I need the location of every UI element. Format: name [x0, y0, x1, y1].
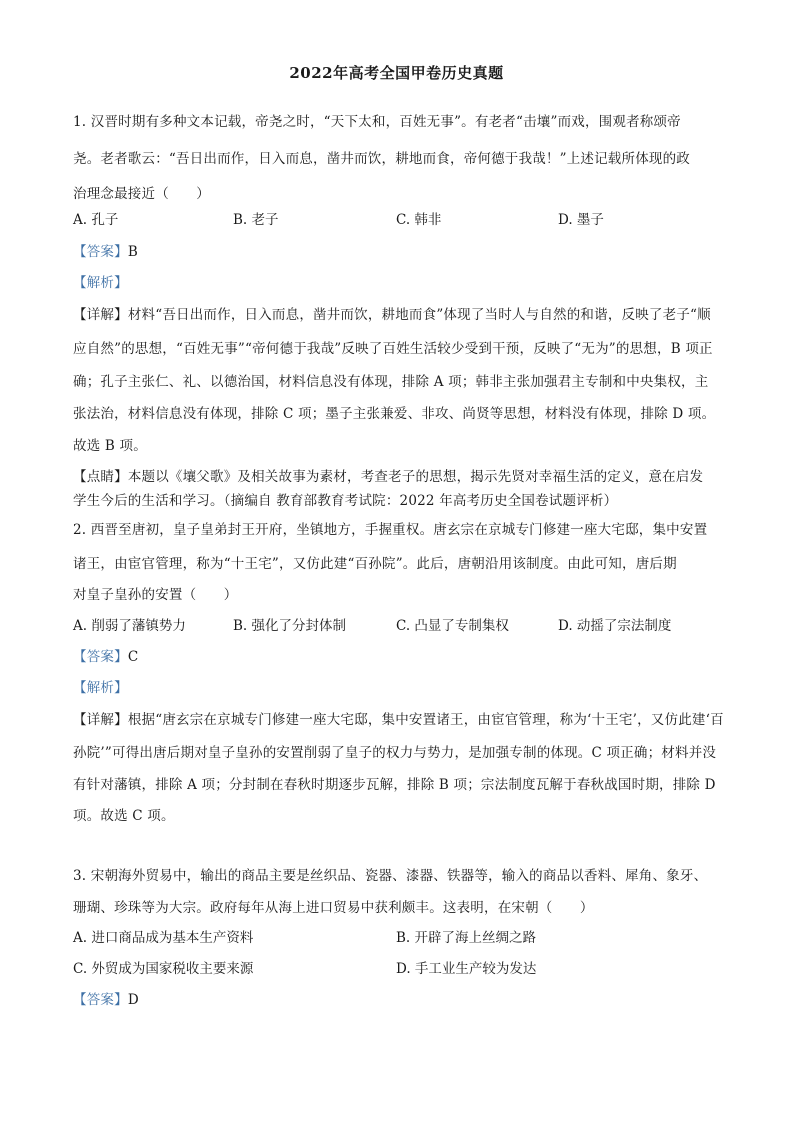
q2-detail-line: 有针对藩镇，排除 A 项；分封制在春秋时期逐步瓦解，排除 B 项；宗法制度瓦解于春秋战国时期，排除 D	[73, 777, 716, 793]
detail-label: 【详解】	[73, 307, 128, 323]
q2-option-a: A. 削弱了藩镇势力	[73, 618, 186, 634]
q1-detail-line: 故选 B 项。	[73, 438, 147, 454]
q1-stem-line: 治理念最接近（ ）	[73, 186, 210, 202]
q2-stem-line: 诸王，由宦官管理，称为“十王宅”，又仿此建“百孙院”。此后，唐朝沿用该制度。由此可知，唐后期	[73, 556, 677, 572]
q1-detail-line: 张法治，材料信息没有体现，排除 C 项；墨子主张兼爱、非攻、尚贤等思想，材料没有体现，排除 D 项。	[73, 406, 716, 422]
q2-option-b: B. 强化了分封体制	[233, 618, 347, 634]
q1-option-c: C. 韩非	[396, 212, 442, 228]
answer-label: 【答案】	[73, 992, 128, 1008]
answer-label: 【答案】	[73, 244, 128, 260]
q2-stem-line: 2. 西晋至唐初，皇子皇弟封王开府，坐镇地方，手握重权。唐玄宗在京城专门修建一座大宅邸，集中安置	[73, 522, 708, 538]
q1-stem-line: 1. 汉晋时期有多种文本记载，帝尧之时，“天下太和，百姓无事”。有老者“击壤”而戏，围观者称颂帝	[73, 114, 681, 130]
q2-analysis-label: 【解析】	[73, 680, 128, 696]
q3-answer	[73, 990, 723, 1010]
comment-text: 本题以《壤父歌》及相关故事为素材，考查老子的思想，揭示先贤对幸福生活的定义，意在启发	[127, 469, 704, 485]
detail-text: 材料“吾日出而作，日入而息，凿井而饮，耕地而食”体现了当时人与自然的和谐，反映了老子“顺	[127, 307, 711, 323]
q2-answer	[73, 647, 723, 667]
page-title: 2022年高考全国甲卷历史真题	[289, 64, 504, 82]
q1-detail-line: 应自然”的思想，“百姓无事”“帝何德于我哉”反映了百姓生活较少受到干预，反映了“无为”的思想，B 项正	[73, 341, 713, 357]
q3-stem-line: 3. 宋朝海外贸易中，输出的商品主要是丝织品、瓷器、漆器、铁器等，输入的商品以香料、犀角、象牙、	[73, 868, 708, 884]
q1-answer	[73, 242, 723, 262]
q1-option-d: D. 墨子	[558, 212, 604, 228]
q2-option-c: C. 凸显了专制集权	[396, 618, 509, 634]
q2-detail-line: 孙院’”可得出唐后期对皇子皇孙的安置削弱了皇子的权力与势力，是加强专制的体现。C 项正确；材料并没	[73, 745, 717, 761]
q2-stem-line: 对皇子皇孙的安置（ ）	[73, 587, 238, 603]
q1-stem-line: 尧。老者歌云：“吾日出而作，日入而息，凿井而饮，耕地而食，帝何德于我哉！”上述记载所体现的政	[73, 151, 691, 167]
q1-analysis-label: 【解析】	[73, 275, 128, 291]
q3-option-a: A. 进口商品成为基本生产资料	[73, 930, 254, 946]
comment-label: 【点睛】	[73, 469, 128, 485]
q1-option-a: A. 孔子	[73, 212, 119, 228]
q1-comment-line: 学生今后的生活和学习。（摘编自 教育部教育考试院：2022 年高考历史全国卷试题评析）	[73, 493, 618, 509]
answer-label: 【答案】	[73, 649, 128, 665]
answer-value: C	[127, 649, 139, 665]
q3-option-b: B. 开辟了海上丝绸之路	[396, 930, 537, 946]
q1-detail-line: 确；孔子主张仁、礼、以德治国，材料信息没有体现，排除 A 项；韩非主张加强君主专制和中央集权，主	[73, 374, 709, 390]
q3-option-c: C. 外贸成为国家税收主要来源	[73, 961, 254, 977]
detail-text: 根据“唐玄宗在京城专门修建一座大宅邸，集中安置诸王，由宦官管理，称为‘十王宅’，又仿此建‘百	[127, 712, 724, 728]
q2-detail-line: 项。故选 C 项。	[73, 808, 175, 824]
q1-detail-line	[73, 305, 723, 325]
q2-option-d: D. 动摇了宗法制度	[558, 618, 672, 634]
q1-option-b: B. 老子	[233, 212, 279, 228]
detail-label: 【详解】	[73, 712, 128, 728]
q1-comment-line	[73, 467, 723, 487]
q3-option-d: D. 手工业生产较为发达	[396, 961, 537, 977]
q3-stem-line: 珊瑚、珍珠等为大宗。政府每年从海上进口贸易中获利颇丰。这表明，在宋朝（ ）	[73, 900, 594, 916]
answer-value: B	[127, 244, 138, 260]
answer-value: D	[127, 992, 139, 1008]
q2-detail-line	[73, 710, 723, 730]
